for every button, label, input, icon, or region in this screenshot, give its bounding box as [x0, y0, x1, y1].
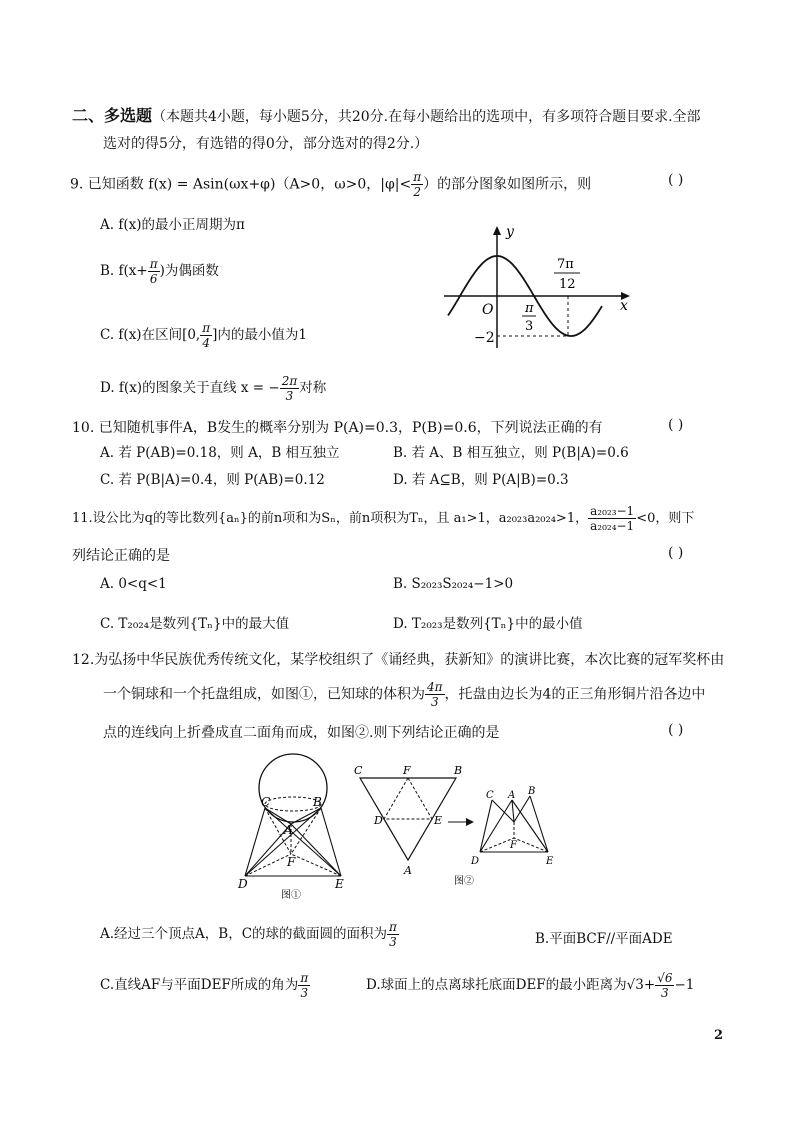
q9-answer-paren: ( )	[668, 172, 684, 188]
section-instructions-line1: （本题共4小题，每小题5分，共20分.在每小题给出的选项中，有多项符合题目要求.全部	[152, 109, 701, 125]
flat-label-d: D	[374, 814, 383, 827]
section-header	[72, 103, 701, 126]
q12-option-d: D.球面上的点离球托底面DEF的最小距离为√3+ $\frac{√6}{3}$ −1	[366, 971, 695, 1000]
q12-option-a: A.经过三个顶点A，B，C的球的截面圆的面积为 $\frac{\pi}{3}$	[100, 920, 397, 949]
flat-label-c: C	[354, 764, 363, 777]
q10-option-a: A. 若 P(AB)=0.18，则 A，B 相互独立	[100, 445, 340, 461]
tick1-den: 3	[525, 319, 534, 334]
tick2-num: 7π	[557, 257, 574, 272]
page-number: 2	[714, 1028, 724, 1043]
q10-option-b: B. 若 A、B 相互独立，则 P(B|A)=0.6	[393, 445, 629, 461]
q9-stem-a: 9. 已知函数 f(x) = Asin(ωx+φ)（A>0，ω>0，|φ|<	[70, 176, 412, 193]
flat-label-f: F	[403, 764, 411, 777]
q12-stem-line1: 12.为弘扬中华民族优秀传统文化，某学校组织了《诵经典，获新知》的演讲比赛，本次比赛的冠军奖杯由	[72, 652, 725, 668]
x-axis-label: x	[620, 298, 628, 314]
fig1-caption: 图①	[281, 890, 301, 901]
q12-answer-paren: ( )	[668, 722, 684, 738]
q11-option-c: C. T₂₀₂₄是数列{Tₙ}中的最大值	[100, 616, 290, 632]
flat-label-a: A	[404, 864, 412, 877]
fig1-label-f: F	[287, 855, 296, 869]
flat-label-b: B	[454, 764, 463, 777]
q12-option-b: B.平面BCF//平面ADE	[535, 931, 673, 947]
q10-stem: 10. 已知随机事件A，B发生的概率分别为 P(A)=0.3，P(B)=0.6，下列说法正确的有	[72, 420, 603, 436]
fold-label-e: E	[546, 856, 554, 867]
fig2-caption: 图②	[454, 876, 474, 887]
q11-option-d: D. T₂₀₂₃是数列{Tₙ}中的最小值	[393, 616, 583, 632]
q12-stem-line3: 点的连线向上折叠成直二面角而成，如图②.则下列结论正确的是	[103, 725, 500, 741]
q12-figure-1	[235, 752, 355, 902]
q9-option-a: A. f(x)的最小正周期为π	[100, 217, 245, 233]
fig1-label-d: D	[238, 877, 248, 891]
q9-function-graph	[440, 222, 640, 352]
arrow-head	[466, 818, 474, 826]
q10-option-d: D. 若 A⊆B，则 P(A|B)=0.3	[393, 472, 569, 488]
tick1-num: π	[525, 301, 534, 316]
q12-stem-line2: 一个铜球和一个托盘组成，如图①，已知球的体积为 $\frac{4\pi}{3}$ ，托盘由边长为4的正三角形铜片沿各边中	[103, 680, 706, 709]
ymin-label: −2	[474, 330, 495, 346]
fig1-label-c: C	[261, 795, 271, 809]
fold-label-a: A	[508, 790, 516, 801]
y-axis-label: y	[506, 224, 514, 240]
fold-label-d: D	[471, 856, 480, 867]
q11-option-b: B. S₂₀₂₃S₂₀₂₄−1>0	[393, 576, 514, 592]
section-instructions-line2: 选对的得5分，有选错的得0分，部分选对的得2分.）	[103, 136, 429, 152]
origin-label: O	[482, 302, 494, 318]
q9-option-b: B. f(x+ $\frac{\pi}{6}$ )为偶函数	[100, 257, 219, 286]
q11-stem-line2: 列结论正确的是	[72, 548, 170, 564]
q12-figure-2	[350, 760, 570, 890]
q9-option-d: D. f(x)的图象关于直线 x = − $\frac{2\pi}{3}$ 对称	[100, 374, 327, 403]
section-label: 二、多选题	[72, 106, 153, 125]
flat-midlines	[384, 778, 432, 819]
fig1-label-b: B	[313, 795, 322, 809]
flat-label-e: E	[434, 814, 443, 827]
q11-stem: 11.设公比为q的等比数列{aₙ}的前n项和为Sₙ，前n项积为Tₙ，且 a₁>1，a₂₀₂₃a₂₀₂₄>1， $\frac{\text{a₂₀₂₃−1}}{\text{a₂₀₂₄−1}}$ <0，则下	[72, 504, 695, 533]
q9-stem-b: ）的部分图象如图所示，则	[423, 176, 592, 193]
fig1-label-e: E	[335, 877, 344, 891]
fig1-label-a: A	[284, 823, 293, 837]
fold-label-c: C	[486, 790, 494, 801]
tick2-den: 12	[559, 277, 576, 292]
q9-stem	[70, 170, 591, 199]
q9-option-c: C. f(x)在区间[0, $\frac{\pi}{4}$ ]内的最小值为1	[100, 321, 307, 350]
q10-answer-paren: ( )	[668, 417, 684, 433]
fold-label-b: B	[528, 786, 536, 797]
q11-answer-paren: ( )	[668, 545, 684, 561]
y-axis-arrow	[493, 226, 501, 235]
fold-label-f: F	[510, 840, 517, 851]
q11-option-a: A. 0<q<1	[100, 576, 167, 592]
q10-option-c: C. 若 P(B|A)=0.4，则 P(AB)=0.12	[100, 472, 325, 488]
q12-option-c: C.直线AF与平面DEF所成的角为 $\frac{\pi}{3}$	[100, 971, 309, 1000]
q9-stem-frac: $\frac{\pi}{2}$	[413, 170, 422, 199]
